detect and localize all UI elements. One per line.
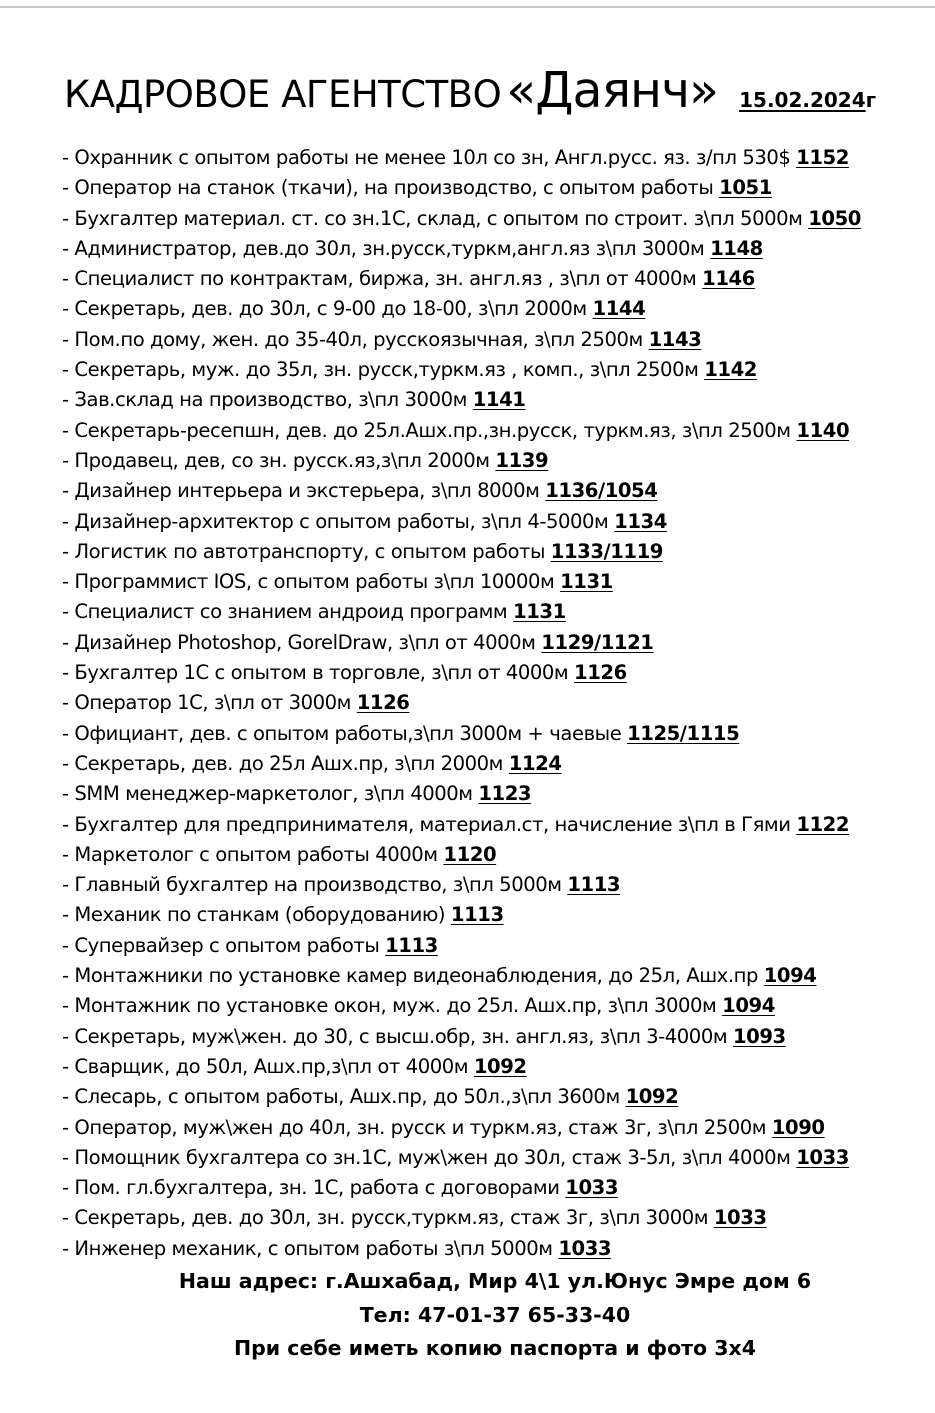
date-suffix: г xyxy=(865,88,877,112)
vacancy-code: 1050 xyxy=(808,206,861,230)
vacancy-item xyxy=(62,779,932,809)
vacancy-code: 1113 xyxy=(450,903,504,927)
vacancy-item xyxy=(62,658,932,688)
vacancy-code: 1134 xyxy=(614,509,667,533)
vacancy-code: 1131 xyxy=(560,570,613,594)
vacancy-item xyxy=(62,1234,932,1264)
vacancy-text: - SMM менеджер-маркетолог, з\пл 4000м xyxy=(62,782,479,806)
vacancy-code: 1120 xyxy=(443,842,497,866)
vacancy-text: - Супервайзер с опытом работы xyxy=(62,933,386,957)
vacancy-code: 1148 xyxy=(710,236,763,260)
vacancy-code: 1146 xyxy=(702,267,755,291)
vacancy-item xyxy=(62,597,932,627)
vacancy-code: 1092 xyxy=(625,1085,679,1109)
vacancy-code: 1143 xyxy=(648,327,702,351)
vacancy-item xyxy=(62,385,932,415)
vacancy-text: - Оператор, муж\жен до 40л, зн. русск и туркм.яз, стаж 3г, з\пл 2500м xyxy=(62,1115,772,1139)
vacancy-code: 1141 xyxy=(472,388,526,412)
vacancy-text: - Бухгалтер 1С с опытом в торговле, з\пл от 4000м xyxy=(62,661,575,685)
vacancy-list xyxy=(62,143,932,1264)
vacancy-code: 1090 xyxy=(771,1115,825,1139)
vacancy-item xyxy=(62,1173,932,1203)
vacancy-code: 1051 xyxy=(719,176,772,200)
vacancy-code: 1142 xyxy=(704,358,757,382)
vacancy-text: - Продавец, дев, со зн. русск.яз,з\пл 2000м xyxy=(62,448,496,472)
vacancy-text: - Оператор 1С, з\пл от 3000м xyxy=(62,691,357,715)
vacancy-code: 1094 xyxy=(763,964,817,988)
vacancy-code: 1144 xyxy=(592,297,646,321)
vacancy-item xyxy=(62,900,932,930)
vacancy-code: 1152 xyxy=(796,146,849,169)
vacancy-text: - Официант, дев. с опытом работы,з\пл 3000м + чаевые xyxy=(62,721,628,745)
vacancy-item xyxy=(62,749,932,779)
vacancy-item xyxy=(62,567,932,597)
vacancy-item xyxy=(62,1082,932,1112)
vacancy-code: 1125/1115 xyxy=(627,721,740,745)
vacancy-text: - Зав.склад на производство, з\пл 3000м xyxy=(62,388,473,412)
vacancy-item xyxy=(62,204,932,234)
vacancy-item xyxy=(62,1052,932,1082)
vacancy-item xyxy=(62,840,932,870)
vacancy-item xyxy=(62,1113,932,1143)
vacancy-code: 1133/1119 xyxy=(550,539,663,563)
vacancy-code: 1126 xyxy=(356,691,410,715)
vacancy-code: 1092 xyxy=(473,1054,527,1078)
vacancy-text: - Программист IOS, с опытом работы з\пл 10000м xyxy=(62,570,561,594)
footer-note: При себе иметь копию паспорта и фото 3х4 xyxy=(233,1336,757,1360)
agency-name: «Даянч» xyxy=(506,62,719,119)
vacancy-code: 1122 xyxy=(796,812,850,836)
vacancy-code: 1033 xyxy=(565,1176,619,1200)
vacancy-text: - Специалист со знанием андроид программ xyxy=(62,600,514,624)
vacancy-item xyxy=(62,1022,932,1052)
vacancy-item xyxy=(62,628,932,658)
vacancy-code: 1113 xyxy=(567,873,621,897)
vacancy-item xyxy=(62,476,932,506)
vacancy-item xyxy=(62,719,932,749)
vacancy-item xyxy=(62,931,932,961)
vacancy-code: 1131 xyxy=(513,600,566,624)
vacancy-text: - Помощник бухгалтера со зн.1С, муж\жен до 30л, стаж 3-5л, з\пл 4000м xyxy=(62,1145,797,1169)
vacancy-text: - Секретарь, дев. до 30л, с 9-00 до 18-00, з\пл 2000м xyxy=(62,297,593,321)
vacancy-item xyxy=(62,1143,932,1173)
document-date xyxy=(739,88,876,112)
vacancy-text: - Секретарь, муж. до 35л, зн. русск,туркм.яз , комп., з\пл 2500м xyxy=(62,358,705,382)
vacancy-code: 1113 xyxy=(385,933,438,957)
vacancy-item xyxy=(62,537,932,567)
vacancy-text: - Секретарь-ресепшн, дев. до 25л.Ашх.пр.,зн.русск, туркм.яз, з\пл 2500м xyxy=(62,418,797,442)
vacancy-text: - Секретарь, муж\жен. до 30, с высш.обр, зн. англ.яз, з\пл 3-4000м xyxy=(62,1024,733,1048)
vacancy-code: 1136/1054 xyxy=(545,479,658,503)
vacancy-text: - Специалист по контрактам, биржа, зн. англ.яз , з\пл от 4000м xyxy=(62,267,703,291)
vacancy-item xyxy=(62,325,932,355)
vacancy-code: 1123 xyxy=(478,782,532,806)
document-header xyxy=(64,62,924,119)
vacancy-item xyxy=(62,810,932,840)
vacancy-text: - Пом. гл.бухгалтера, зн. 1С, работа с договорами xyxy=(62,1176,566,1200)
vacancy-item xyxy=(62,234,932,264)
vacancy-item xyxy=(62,991,932,1021)
vacancy-item xyxy=(62,961,932,991)
vacancy-text: - Секретарь, дев. до 30л, зн. русск,туркм.яз, стаж 3г, з\пл 3000м xyxy=(62,1206,714,1230)
vacancy-code: 1033 xyxy=(558,1236,612,1260)
vacancy-text: - Дизайнер-архитектор с опытом работы, з\пл 4-5000м xyxy=(62,509,615,533)
vacancy-code: 1094 xyxy=(722,994,775,1018)
vacancy-code: 1124 xyxy=(508,751,562,775)
page-top-border xyxy=(0,6,935,8)
vacancy-text: - Дизайнер Photoshop, GorelDraw, з\пл от 4000м xyxy=(62,630,542,654)
vacancy-text: - Слесарь, с опытом работы, Ашх.пр, до 50л.,з\пл 3600м xyxy=(62,1085,626,1109)
vacancy-code: 1139 xyxy=(495,448,549,472)
vacancy-text: - Пом.по дому, жен. до 35-40л, русскоязычная, з\пл 2500м xyxy=(62,327,649,351)
vacancy-text: - Логистик по автотранспорту, с опытом работы xyxy=(62,539,551,563)
vacancy-item xyxy=(62,1203,932,1233)
vacancy-text: - Секретарь, дев. до 25л Ашх.пр, з\пл 2000м xyxy=(62,751,509,775)
vacancy-item xyxy=(62,507,932,537)
vacancy-text: - Инженер механик, с опытом работы з\пл 5000м xyxy=(62,1236,559,1260)
vacancy-item xyxy=(62,416,932,446)
vacancy-text: - Оператор на станок (ткачи), на производство, с опытом работы xyxy=(62,176,720,200)
vacancy-item xyxy=(62,264,932,294)
vacancy-text: - Монтажник по установке окон, муж. до 25л. Ашх.пр, з\пл 3000м xyxy=(62,994,723,1018)
vacancy-code: 1033 xyxy=(713,1206,767,1230)
vacancy-item xyxy=(62,446,932,476)
vacancy-text: - Администратор, дев.до 30л, зн.русск,туркм,англ.яз з\пл 3000м xyxy=(62,236,711,260)
footer-phones: Тел: 47-01-37 65-33-40 xyxy=(359,1303,631,1327)
date-value: 15.02.2024 xyxy=(739,88,866,112)
vacancy-code: 1033 xyxy=(796,1145,849,1169)
vacancy-item xyxy=(62,870,932,900)
vacancy-code: 1093 xyxy=(732,1024,786,1048)
vacancy-text: - Бухгалтер для предпринимателя, материал.ст, начисление з\пл в Гями xyxy=(62,812,797,836)
vacancy-text: - Охранник с опытом работы не менее 10л со зн, Англ.русс. яз. з/пл 530$ xyxy=(62,146,797,169)
vacancy-item xyxy=(62,173,932,203)
vacancy-text: - Главный бухгалтер на производство, з\пл 5000м xyxy=(62,873,568,897)
vacancy-text: - Монтажники по установке камер видеонаблюдения, до 25л, Ашх.пр xyxy=(62,964,764,988)
vacancy-text: - Сварщик, до 50л, Ашх.пр,з\пл от 4000м xyxy=(62,1054,474,1078)
vacancy-text: - Механик по станкам (оборудованию) xyxy=(62,903,451,927)
agency-title: КАДРОВОЕ АГЕНТСТВО xyxy=(64,73,502,116)
vacancy-text: - Дизайнер интерьера и экстерьера, з\пл 8000м xyxy=(62,479,546,503)
vacancy-code: 1140 xyxy=(796,418,850,442)
vacancy-code: 1129/1121 xyxy=(541,630,654,654)
vacancy-item xyxy=(62,294,932,324)
vacancy-text: - Бухгалтер материал. ст. со зн.1С, склад, с опытом по строит. з\пл 5000м xyxy=(62,206,809,230)
vacancy-code: 1126 xyxy=(574,661,627,685)
vacancy-item xyxy=(62,355,932,385)
vacancy-item xyxy=(62,143,932,173)
vacancy-text: - Маркетолог с опытом работы 4000м xyxy=(62,842,444,866)
vacancy-item xyxy=(62,688,932,718)
footer-address: Наш адрес: г.Ашхабад, Мир 4\1 ул.Юнус Эмре дом 6 xyxy=(178,1269,812,1293)
